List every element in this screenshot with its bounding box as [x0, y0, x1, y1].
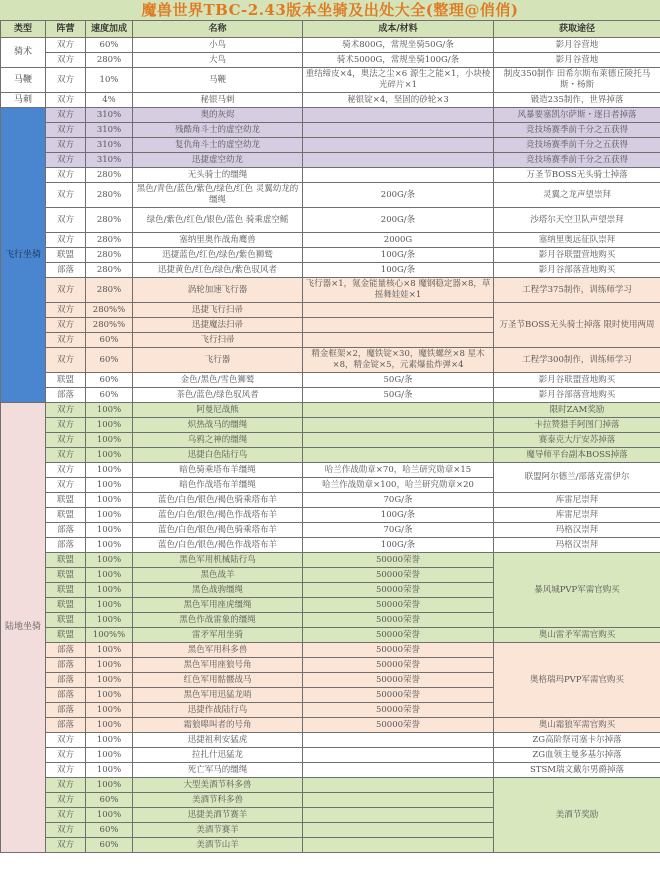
speed-cell: 60% — [86, 373, 133, 388]
speed-cell: 60% — [86, 793, 133, 808]
source-cell: 玛格汉崇拜 — [494, 523, 660, 538]
table-row — [1, 138, 660, 153]
name-cell: 乌鸦之神的缰绳 — [133, 433, 303, 448]
speed-cell: 100% — [86, 673, 133, 688]
table-row — [1, 53, 660, 68]
faction-cell: 联盟 — [46, 373, 86, 388]
table-row — [1, 463, 660, 478]
source-cell: 影月谷部落营地购买 — [494, 263, 660, 278]
source-cell-merged: 暴风城PVP军需官购买 — [494, 553, 660, 628]
speed-cell: 100% — [86, 613, 133, 628]
table-row — [1, 643, 660, 658]
name-cell: 飞行器 — [133, 348, 303, 373]
name-cell: 绿色/紫色/红色/银色/蓝色 骑乘虚空鳐 — [133, 208, 303, 233]
name-cell: 马鞭 — [133, 68, 303, 93]
cost-cell: 2000G — [303, 233, 494, 248]
name-cell: 大鸟 — [133, 53, 303, 68]
cost-cell: 50000荣誉 — [303, 628, 494, 643]
faction-cell: 双方 — [46, 208, 86, 233]
table-row — [1, 278, 660, 303]
cost-cell: 50000荣誉 — [303, 568, 494, 583]
table-row — [1, 433, 660, 448]
cost-cell — [303, 138, 494, 153]
table-row — [1, 388, 660, 403]
source-cell: 玛格汉崇拜 — [494, 538, 660, 553]
name-cell: 暗色作战塔布羊缰绳 — [133, 478, 303, 493]
name-cell: 美酒节科多兽 — [133, 793, 303, 808]
faction-cell: 双方 — [46, 348, 86, 373]
cost-cell — [303, 333, 494, 348]
faction-cell: 双方 — [46, 823, 86, 838]
speed-cell: 100% — [86, 718, 133, 733]
cost-cell: 50000荣誉 — [303, 673, 494, 688]
table-row — [1, 553, 660, 568]
cost-cell — [303, 748, 494, 763]
table-row — [1, 93, 660, 108]
name-cell: 迅捷魔法扫帚 — [133, 318, 303, 333]
cost-cell: 100G/条 — [303, 538, 494, 553]
faction-cell: 部落 — [46, 718, 86, 733]
faction-cell: 部落 — [46, 703, 86, 718]
table-row — [1, 628, 660, 643]
name-cell: 雷矛军用坐骑 — [133, 628, 303, 643]
table-row — [1, 403, 660, 418]
table-row — [1, 778, 660, 793]
name-cell: 黑色战驹缰绳 — [133, 583, 303, 598]
cost-cell: 50G/条 — [303, 388, 494, 403]
cost-cell — [303, 433, 494, 448]
speed-cell: 60% — [86, 333, 133, 348]
cost-cell — [303, 823, 494, 838]
cost-cell: 70G/条 — [303, 493, 494, 508]
speed-cell: 100% — [86, 748, 133, 763]
speed-cell: 100% — [86, 808, 133, 823]
cost-cell: 骑术5000G，常规坐骑100G/条 — [303, 53, 494, 68]
faction-cell: 联盟 — [46, 628, 86, 643]
source-cell-merged: 奥格瑞玛PVP军需官购买 — [494, 643, 660, 718]
cost-cell — [303, 168, 494, 183]
source-cell-merged: 美酒节奖励 — [494, 778, 660, 853]
speed-cell: 100% — [86, 778, 133, 793]
speed-cell: 60% — [86, 38, 133, 53]
faction-cell: 联盟 — [46, 553, 86, 568]
speed-cell: 280% — [86, 248, 133, 263]
speed-cell: 280% — [86, 263, 133, 278]
source-cell: 奥山雷矛军需官购买 — [494, 628, 660, 643]
name-cell: 黑色军用科多兽 — [133, 643, 303, 658]
cost-cell: 哈兰作战勋章×100，哈兰研究勋章×20 — [303, 478, 494, 493]
source-cell: 竞技场赛季前千分之五获得 — [494, 123, 660, 138]
cost-cell — [303, 108, 494, 123]
name-cell: 飞行扫帚 — [133, 333, 303, 348]
name-cell: 蓝色/白色/银色/褐色作战塔布羊 — [133, 508, 303, 523]
name-cell: 美酒节山羊 — [133, 838, 303, 853]
speed-cell: 100% — [86, 463, 133, 478]
source-cell: 竞技场赛季前千分之五获得 — [494, 153, 660, 168]
speed-cell: 100% — [86, 568, 133, 583]
speed-cell: 100% — [86, 448, 133, 463]
name-cell: 迅捷祖利安猛虎 — [133, 733, 303, 748]
cost-cell — [303, 808, 494, 823]
name-cell: 炽热战马的缰绳 — [133, 418, 303, 433]
header-faction: 阵营 — [46, 21, 86, 38]
cost-cell: 100G/条 — [303, 248, 494, 263]
source-cell: 塞纳里奥远征队崇拜 — [494, 233, 660, 248]
speed-cell: 100%% — [86, 628, 133, 643]
name-cell: 小鸟 — [133, 38, 303, 53]
source-cell-merged: 万圣节BOSS无头骑士掉落 限时使用两周 — [494, 303, 660, 348]
source-cell: 赛泰克大厅安苏掉落 — [494, 433, 660, 448]
speed-cell: 100% — [86, 493, 133, 508]
cost-cell: 50G/条 — [303, 373, 494, 388]
source-cell: 魔导师平台副本BOSS掉落 — [494, 448, 660, 463]
name-cell: 霜狼嗥叫者的号角 — [133, 718, 303, 733]
table-row — [1, 418, 660, 433]
faction-cell: 双方 — [46, 108, 86, 123]
cost-cell: 50000荣誉 — [303, 718, 494, 733]
cost-cell: 100G/条 — [303, 263, 494, 278]
faction-cell: 部落 — [46, 643, 86, 658]
cost-cell — [303, 838, 494, 853]
table-row — [1, 373, 660, 388]
faction-cell: 双方 — [46, 138, 86, 153]
source-cell: 灵翼之龙声望崇拜 — [494, 183, 660, 208]
name-cell: 黑色军用迅猛龙哨 — [133, 688, 303, 703]
type-cell-flying: 飞行坐骑 — [1, 108, 46, 403]
name-cell: 黑色/青色/蓝色/紫色/绿色/红色 灵翼幼龙的缰绳 — [133, 183, 303, 208]
cost-cell — [303, 303, 494, 318]
header-type: 类型 — [1, 21, 46, 38]
cost-cell: 50000荣誉 — [303, 613, 494, 628]
cost-cell: 50000荣誉 — [303, 703, 494, 718]
cost-cell: 100G/条 — [303, 508, 494, 523]
table-row — [1, 263, 660, 278]
table-row — [1, 208, 660, 233]
speed-cell: 310% — [86, 108, 133, 123]
faction-cell: 双方 — [46, 153, 86, 168]
source-cell: 库雷尼崇拜 — [494, 508, 660, 523]
faction-cell: 双方 — [46, 478, 86, 493]
table-row — [1, 233, 660, 248]
name-cell: 大型美酒节科多兽 — [133, 778, 303, 793]
faction-cell: 双方 — [46, 318, 86, 333]
name-cell: 死亡军马的缰绳 — [133, 763, 303, 778]
speed-cell: 280% — [86, 53, 133, 68]
name-cell: 黑色作战雷象的缰绳 — [133, 613, 303, 628]
cost-cell: 50000荣誉 — [303, 643, 494, 658]
table-row — [1, 763, 660, 778]
speed-cell: 310% — [86, 123, 133, 138]
speed-cell: 10% — [86, 68, 133, 93]
speed-cell: 100% — [86, 598, 133, 613]
faction-cell: 双方 — [46, 68, 86, 93]
name-cell: 迅捷美酒节赛羊 — [133, 808, 303, 823]
source-cell: 工程学300制作，训练师学习 — [494, 348, 660, 373]
source-cell: STSM瑞文戴尔男爵掉落 — [494, 763, 660, 778]
speed-cell: 280% — [86, 208, 133, 233]
name-cell: 黑色军用机械陆行鸟 — [133, 553, 303, 568]
faction-cell: 双方 — [46, 333, 86, 348]
name-cell: 奥的灰烬 — [133, 108, 303, 123]
cost-cell: 秘银锭×4，坚固的砂轮×3 — [303, 93, 494, 108]
speed-cell: 100% — [86, 433, 133, 448]
faction-cell: 双方 — [46, 463, 86, 478]
name-cell: 涡轮加速飞行器 — [133, 278, 303, 303]
name-cell: 蓝色/白色/银色/褐色骑乘塔布羊 — [133, 523, 303, 538]
cost-cell: 飞行器×1，氪金能量核心×8 魔钢稳定器×8，草摇舞娃娃×1 — [303, 278, 494, 303]
table-row — [1, 38, 660, 53]
table-row — [1, 508, 660, 523]
speed-cell: 100% — [86, 688, 133, 703]
source-cell: 沙塔尔天空卫队声望崇拜 — [494, 208, 660, 233]
speed-cell: 100% — [86, 403, 133, 418]
source-cell: 影月谷联盟营地购买 — [494, 248, 660, 263]
table-row — [1, 733, 660, 748]
name-cell: 红色军用骷髅战马 — [133, 673, 303, 688]
speed-cell: 4% — [86, 93, 133, 108]
cost-cell: 200G/条 — [303, 183, 494, 208]
source-cell: ZG高阶祭司塞卡尔掉落 — [494, 733, 660, 748]
table-row — [1, 493, 660, 508]
sheet-title: 魔兽世界TBC-2.43版本坐骑及出处大全(整理@俏俏) — [0, 0, 660, 21]
table-row — [1, 248, 660, 263]
table-row — [1, 303, 660, 318]
faction-cell: 双方 — [46, 433, 86, 448]
cost-cell — [303, 318, 494, 333]
speed-cell: 280% — [86, 168, 133, 183]
type-cell-land: 陆地坐骑 — [1, 403, 46, 853]
faction-cell: 双方 — [46, 403, 86, 418]
name-cell: 黑色战羊 — [133, 568, 303, 583]
speed-cell: 100% — [86, 418, 133, 433]
cost-cell — [303, 418, 494, 433]
table-row — [1, 448, 660, 463]
speed-cell: 60% — [86, 388, 133, 403]
name-cell: 蓝色/白色/银色/褐色作战塔布羊 — [133, 538, 303, 553]
faction-cell: 部落 — [46, 688, 86, 703]
faction-cell: 双方 — [46, 303, 86, 318]
faction-cell: 双方 — [46, 53, 86, 68]
faction-cell: 联盟 — [46, 493, 86, 508]
speed-cell: 280% — [86, 183, 133, 208]
speed-cell: 100% — [86, 523, 133, 538]
name-cell: 蓝色/白色/银色/褐色骑乘塔布羊 — [133, 493, 303, 508]
faction-cell: 部落 — [46, 263, 86, 278]
table-row — [1, 68, 660, 93]
speed-cell: 100% — [86, 643, 133, 658]
name-cell: 迅捷白色陆行鸟 — [133, 448, 303, 463]
faction-cell: 部落 — [46, 388, 86, 403]
header-name: 名称 — [133, 21, 303, 38]
faction-cell: 双方 — [46, 838, 86, 853]
table-row — [1, 108, 660, 123]
cost-cell: 50000荣誉 — [303, 658, 494, 673]
source-cell: 工程学375制作，训练师学习 — [494, 278, 660, 303]
faction-cell: 联盟 — [46, 568, 86, 583]
cost-cell: 重结缔皮×4，奥法之尘×6 源生之能×1，小块棱光碎片×1 — [303, 68, 494, 93]
cost-cell — [303, 448, 494, 463]
speed-cell: 310% — [86, 138, 133, 153]
cost-cell — [303, 793, 494, 808]
table-row — [1, 183, 660, 208]
table-row — [1, 123, 660, 138]
name-cell: 塞纳里奥作战角鹰兽 — [133, 233, 303, 248]
speed-cell: 100% — [86, 478, 133, 493]
speed-cell: 100% — [86, 658, 133, 673]
name-cell: 暗色骑乘塔布羊缰绳 — [133, 463, 303, 478]
cost-cell: 70G/条 — [303, 523, 494, 538]
speed-cell: 100% — [86, 733, 133, 748]
cost-cell — [303, 763, 494, 778]
table-row — [1, 748, 660, 763]
cost-cell — [303, 403, 494, 418]
faction-cell: 双方 — [46, 278, 86, 303]
faction-cell: 双方 — [46, 183, 86, 208]
source-cell: 风暴要塞凯尔萨斯・逐日者掉落 — [494, 108, 660, 123]
faction-cell: 部落 — [46, 538, 86, 553]
table-row — [1, 718, 660, 733]
table-row — [1, 168, 660, 183]
source-cell: 万圣节BOSS无头骑士掉落 — [494, 168, 660, 183]
type-cell-spur: 马刺 — [1, 93, 46, 108]
speed-cell: 60% — [86, 838, 133, 853]
name-cell: 迅捷黄色/红色/绿色/紫色驭风者 — [133, 263, 303, 278]
faction-cell: 部落 — [46, 673, 86, 688]
name-cell: 拉扎什迅猛龙 — [133, 748, 303, 763]
cost-cell — [303, 733, 494, 748]
faction-cell: 双方 — [46, 93, 86, 108]
source-cell: 竞技场赛季前千分之五获得 — [494, 138, 660, 153]
name-cell: 金色/黑色/雪色狮鹫 — [133, 373, 303, 388]
speed-cell: 100% — [86, 763, 133, 778]
faction-cell: 联盟 — [46, 613, 86, 628]
speed-cell: 280%% — [86, 318, 133, 333]
speed-cell: 100% — [86, 703, 133, 718]
speed-cell: 60% — [86, 348, 133, 373]
speed-cell: 280% — [86, 278, 133, 303]
speed-cell: 60% — [86, 823, 133, 838]
name-cell: 迅捷飞行扫帚 — [133, 303, 303, 318]
source-cell: 锻造235制作，世界掉落 — [494, 93, 660, 108]
header-row — [1, 21, 660, 38]
name-cell: 复仇角斗士的虚空幼龙 — [133, 138, 303, 153]
cost-cell: 50000荣誉 — [303, 583, 494, 598]
source-cell: 影月谷营地 — [494, 53, 660, 68]
source-cell: 库雷尼崇拜 — [494, 493, 660, 508]
faction-cell: 双方 — [46, 733, 86, 748]
source-cell: 制皮350制作 田希尔斯布莱德丘陵托马斯・杨斯 — [494, 68, 660, 93]
type-cell-whip: 马鞭 — [1, 68, 46, 93]
faction-cell: 双方 — [46, 748, 86, 763]
faction-cell: 双方 — [46, 123, 86, 138]
source-cell: 影月谷联盟营地购买 — [494, 373, 660, 388]
name-cell: 秘银马刺 — [133, 93, 303, 108]
source-cell-merged: 联盟阿尔德兰/部落克雷伊尔 — [494, 463, 660, 493]
cost-cell: 50000荣誉 — [303, 598, 494, 613]
faction-cell: 双方 — [46, 418, 86, 433]
faction-cell: 联盟 — [46, 248, 86, 263]
speed-cell: 310% — [86, 153, 133, 168]
name-cell: 无头骑士的缰绳 — [133, 168, 303, 183]
faction-cell: 双方 — [46, 763, 86, 778]
speed-cell: 280%% — [86, 303, 133, 318]
name-cell: 茶色/蓝色/绿色驭风者 — [133, 388, 303, 403]
header-speed: 速度加成 — [86, 21, 133, 38]
table-row — [1, 523, 660, 538]
source-cell: 影月谷部落营地购买 — [494, 388, 660, 403]
source-cell: 卡拉赞猎手阿图门掉落 — [494, 418, 660, 433]
cost-cell — [303, 123, 494, 138]
speed-cell: 280% — [86, 233, 133, 248]
table-row — [1, 153, 660, 168]
cost-cell — [303, 778, 494, 793]
faction-cell: 部落 — [46, 523, 86, 538]
cost-cell: 50000荣誉 — [303, 688, 494, 703]
header-cost: 成本/材料 — [303, 21, 494, 38]
faction-cell: 双方 — [46, 168, 86, 183]
speed-cell: 100% — [86, 508, 133, 523]
faction-cell: 双方 — [46, 448, 86, 463]
name-cell: 黑色军用座狼号角 — [133, 658, 303, 673]
name-cell: 迅捷作战陆行鸟 — [133, 703, 303, 718]
faction-cell: 部落 — [46, 658, 86, 673]
faction-cell: 双方 — [46, 808, 86, 823]
source-cell: 影月谷营地 — [494, 38, 660, 53]
source-cell: 限时ZAM奖励 — [494, 403, 660, 418]
type-cell-riding: 骑术 — [1, 38, 46, 68]
cost-cell: 200G/条 — [303, 208, 494, 233]
cost-cell: 骑术800G，常规坐骑50G/条 — [303, 38, 494, 53]
source-cell: 奥山霜狼军需官购买 — [494, 718, 660, 733]
faction-cell: 联盟 — [46, 598, 86, 613]
source-cell: ZG血领主曼多基尔掉落 — [494, 748, 660, 763]
speed-cell: 100% — [86, 583, 133, 598]
name-cell: 阿曼尼战熊 — [133, 403, 303, 418]
faction-cell: 联盟 — [46, 508, 86, 523]
cost-cell: 50000荣誉 — [303, 553, 494, 568]
faction-cell: 联盟 — [46, 583, 86, 598]
speed-cell: 100% — [86, 553, 133, 568]
name-cell: 美酒节赛羊 — [133, 823, 303, 838]
faction-cell: 双方 — [46, 793, 86, 808]
table-row — [1, 348, 660, 373]
faction-cell: 双方 — [46, 38, 86, 53]
name-cell: 残酷角斗士的虚空幼龙 — [133, 123, 303, 138]
name-cell: 黑色军用座虎缰绳 — [133, 598, 303, 613]
cost-cell — [303, 153, 494, 168]
mount-table — [0, 20, 660, 853]
name-cell: 迅捷蓝色/红色/绿色/紫色狮鹫 — [133, 248, 303, 263]
table-row — [1, 538, 660, 553]
cost-cell: 哈兰作战勋章×70，哈兰研究勋章×15 — [303, 463, 494, 478]
faction-cell: 双方 — [46, 233, 86, 248]
speed-cell: 100% — [86, 538, 133, 553]
header-source: 获取途径 — [494, 21, 660, 38]
faction-cell: 双方 — [46, 778, 86, 793]
name-cell: 迅捷虚空幼龙 — [133, 153, 303, 168]
cost-cell: 精金框架×2，魔铁锭×30，魔铁螺丝×8 星木×8，精金锭×5，元素爆盐炸弹×4 — [303, 348, 494, 373]
